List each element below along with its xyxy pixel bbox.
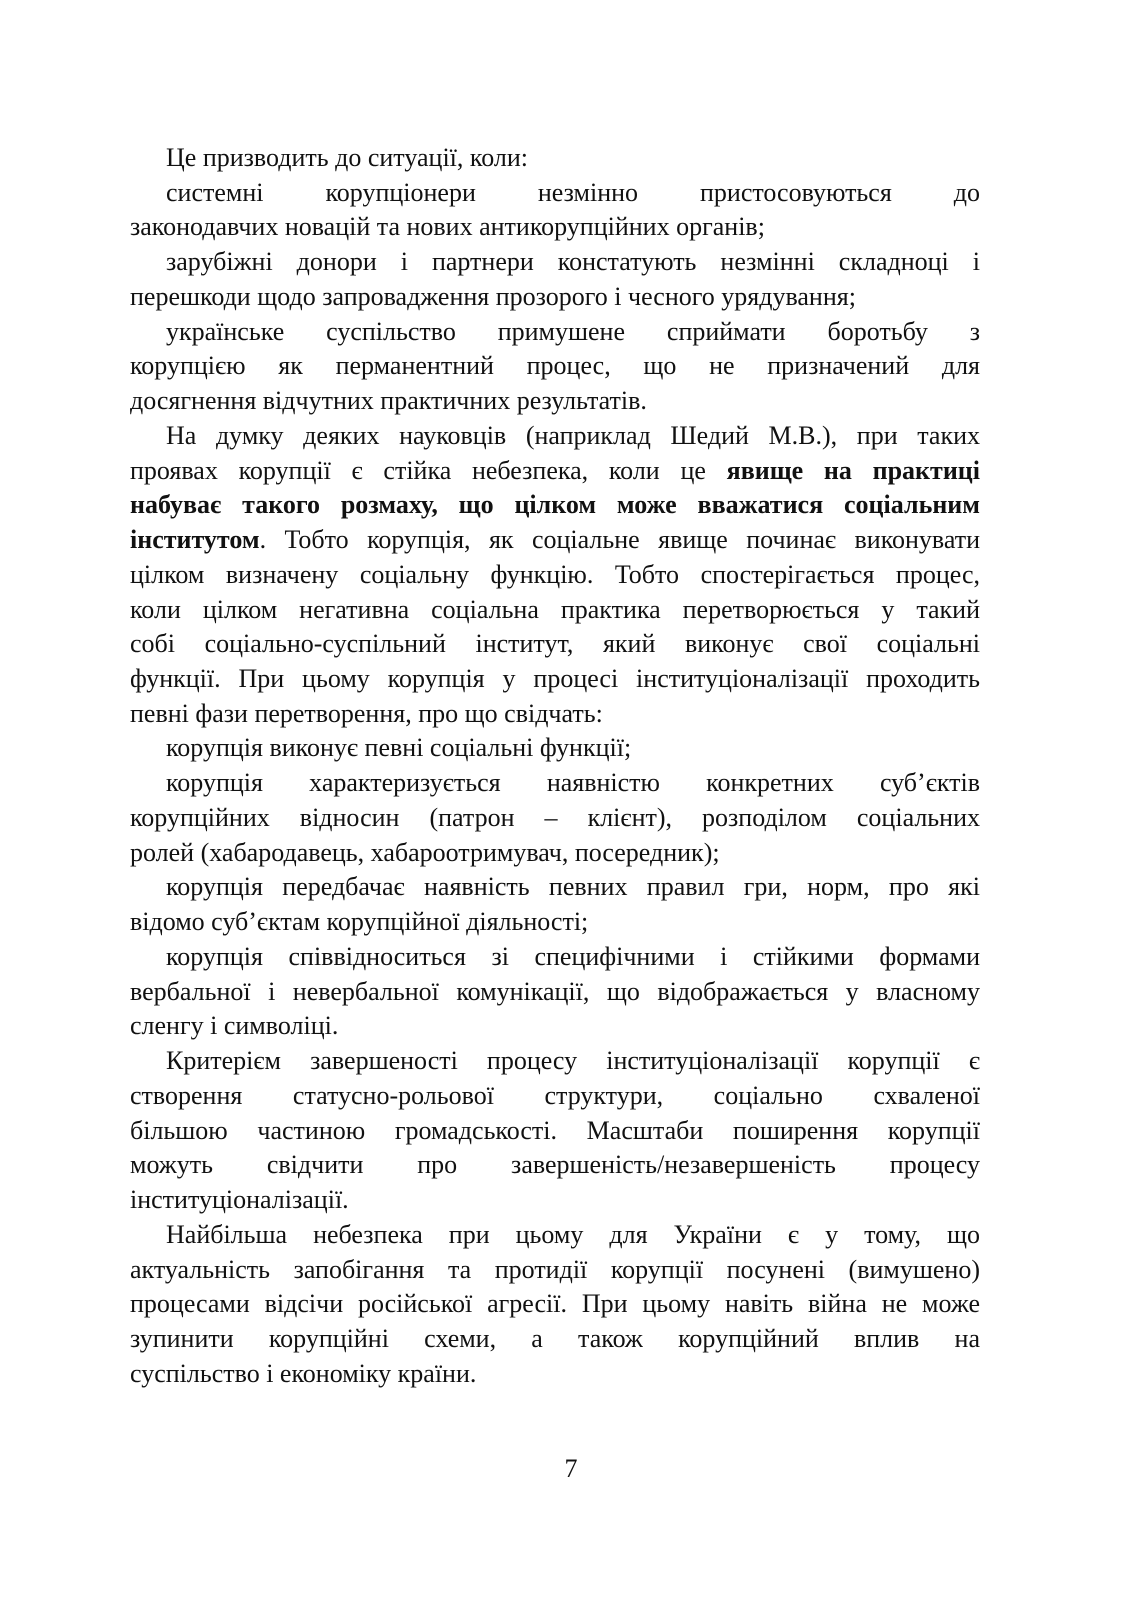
text-line: корупцією як перманентний процес, що не призначений для — [130, 351, 980, 381]
text-line: На думку деяких науковців (наприклад Шедий М.В.), при таких — [166, 420, 980, 450]
text-line: певні фази перетворення, про що свідчать: — [130, 698, 603, 728]
text-line: корупція співвідноситься зі специфічними і стійкими формами — [166, 941, 980, 971]
text-line: більшою частиною громадськості. Масштаби поширення корупції — [130, 1115, 980, 1145]
text-line: Найбільша небезпека при цьому для України є у тому, що — [166, 1219, 980, 1249]
text-line: корупційних відносин (патрон – клієнт), розподілом соціальних — [130, 802, 980, 832]
text-line: зарубіжні донори і партнери констатують незмінні складноці і — [166, 247, 980, 277]
text-line: функції. При цьому корупція у процесі інституціоналізації проходить — [130, 664, 980, 694]
paragraph — [130, 766, 980, 870]
text-line: зупинити корупційні схеми, а також корупційний вплив на — [130, 1323, 980, 1353]
text-line: перешкоди щодо запровадження прозорого і чесного урядування; — [130, 281, 856, 311]
bold-text: явище на практиці — [726, 455, 980, 485]
text-line: системні корупціонери незмінно пристосовуються до — [166, 177, 980, 207]
bold-text: інститутом — [130, 525, 260, 555]
document-body — [130, 141, 980, 1391]
paragraph — [130, 1044, 980, 1218]
text-line — [130, 488, 980, 523]
text-line: корупція передбачає наявність певних правил гри, норм, про які — [166, 872, 980, 902]
paragraph — [130, 315, 980, 419]
page-number: 7 — [564, 1454, 578, 1483]
paragraph — [130, 870, 980, 939]
bold-text: набуває такого розмаху, що цілком може вважатися соціальним — [130, 490, 980, 520]
text-line — [130, 454, 980, 489]
paragraph — [130, 419, 980, 732]
text-segment: проявах корупції є стійка небезпека, коли це — [130, 455, 727, 485]
text-line: Критерієм завершеності процесу інституціоналізації корупції є — [166, 1046, 980, 1076]
text-line: актуальність запобігання та протидії корупції посунені (вимушено) — [130, 1254, 980, 1284]
text-line: ролей (хабародавець, хабароотримувач, посередник); — [130, 837, 720, 867]
text-line: корупція виконує певні соціальні функції; — [166, 733, 632, 763]
text-line: досягнення відчутних практичних результатів. — [130, 386, 647, 416]
text-line: коли цілком негативна соціальна практика перетворюється у такий — [130, 594, 980, 624]
text-line — [130, 523, 980, 558]
text-line: собі соціально-суспільний інститут, який виконує свої соціальні — [130, 629, 980, 659]
text-line: відомо суб’єктам корупційної діяльності; — [130, 907, 589, 937]
text-segment: . Тобто корупція, як соціальне явище починає виконувати — [259, 525, 980, 555]
text-line: українське суспільство примушене сприймати боротьбу з — [166, 316, 980, 346]
text-line: можуть свідчити про завершеність/незавершеність процесу — [130, 1150, 980, 1180]
paragraph — [130, 245, 980, 314]
text-line: створення статусно-рольової структури, соціально схваленої — [130, 1080, 980, 1110]
paragraph — [130, 141, 980, 176]
text-line: цілком визначену соціальну функцію. Тобто спостерігається процес, — [130, 559, 980, 589]
paragraph — [130, 731, 980, 766]
paragraph — [130, 1218, 980, 1392]
paragraph — [130, 176, 980, 245]
text-line: сленгу і символіці. — [130, 1011, 339, 1041]
text-line: інституціоналізації. — [130, 1185, 349, 1215]
text-line: Це призводить до ситуації, коли: — [166, 143, 528, 172]
text-line: суспільство і економіку країни. — [130, 1358, 477, 1388]
text-line: законодавчих новацій та нових антикорупційних органів; — [130, 212, 765, 242]
text-line: вербальної і невербальної комунікації, що відображається у власному — [130, 976, 980, 1006]
text-line: корупція характеризується наявністю конкретних суб’єктів — [166, 768, 980, 798]
paragraph — [130, 940, 980, 1044]
text-line: процесами відсічи російської агресії. При цьому навіть війна не може — [130, 1289, 980, 1319]
